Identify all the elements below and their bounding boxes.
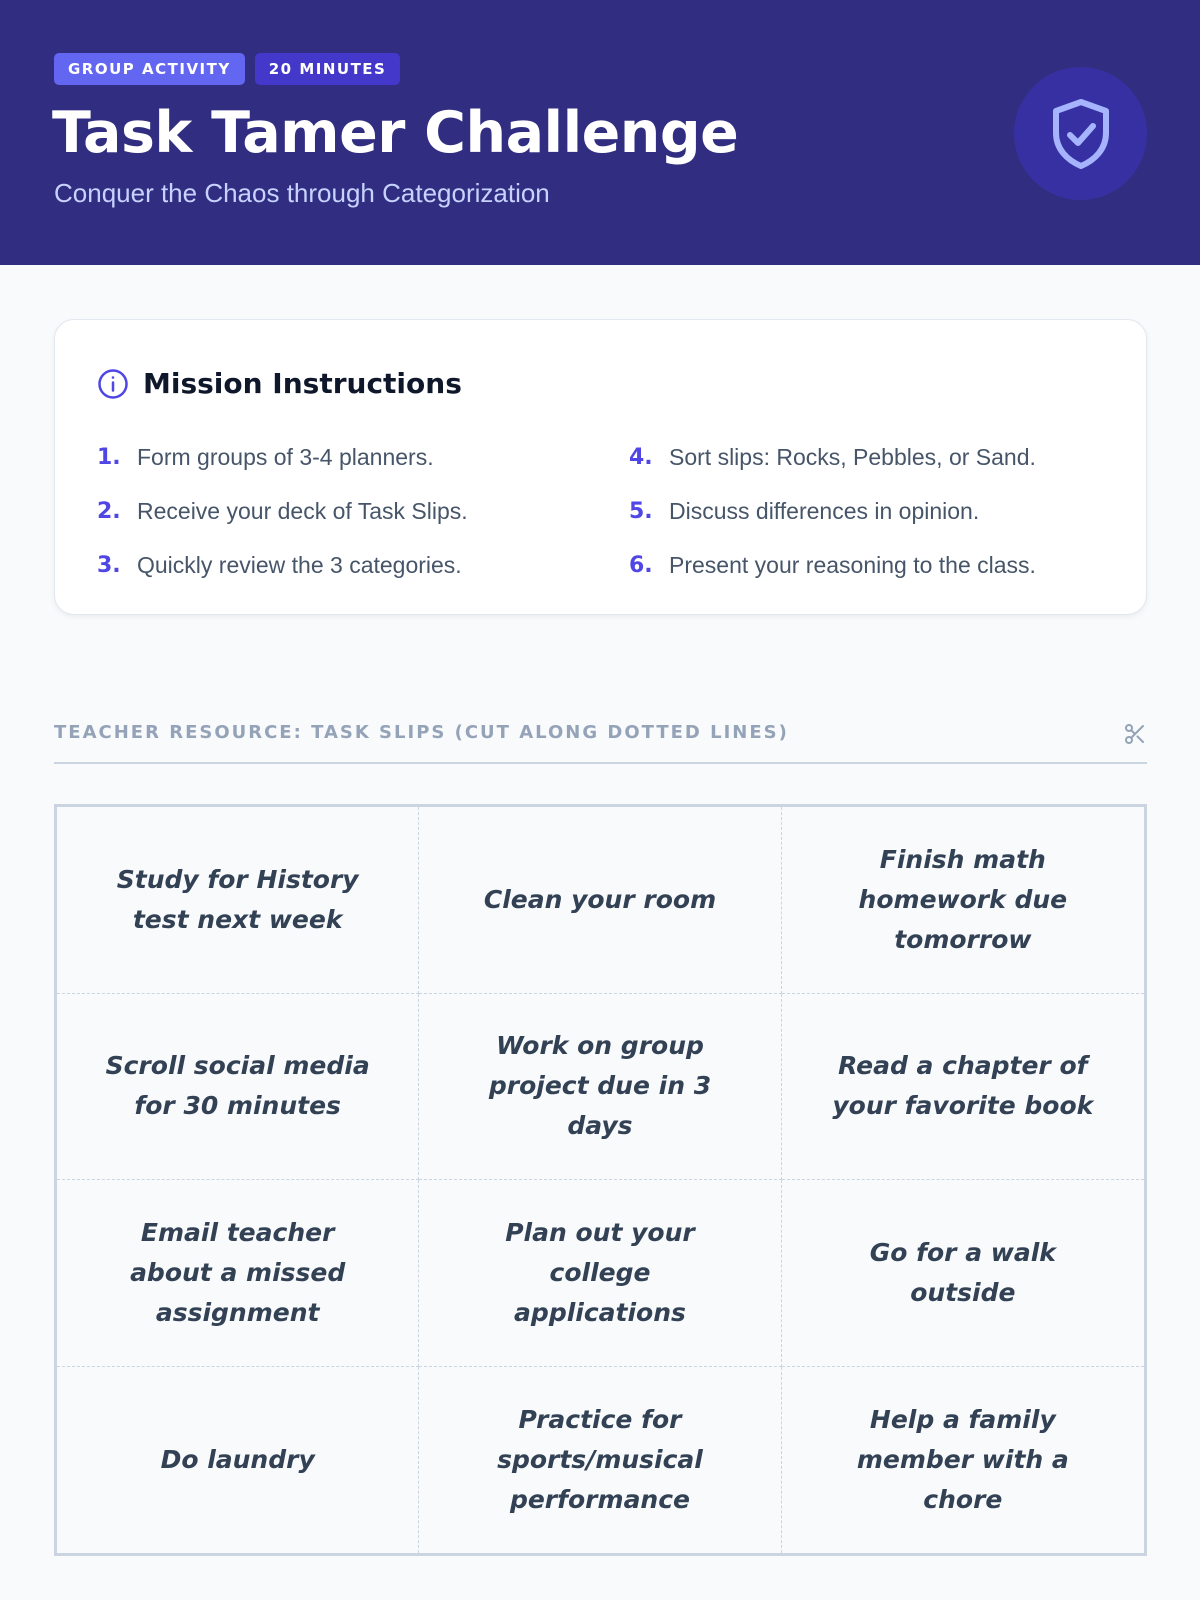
task-slip: Go for a walk outside: [782, 1180, 1144, 1367]
hero-banner: [0, 0, 1200, 265]
mission-instructions-card: [54, 319, 1147, 615]
instruction-step: [97, 538, 468, 592]
teacher-resource-header: [54, 712, 1147, 764]
task-slip: Help a family member with a chore: [856, 1404, 1069, 1514]
shield-check-icon: [1049, 97, 1113, 171]
steps-column-left: [97, 430, 468, 592]
step-number: 2.: [97, 498, 121, 524]
card-title: Mission Instructions: [143, 367, 462, 400]
info-icon: [97, 368, 129, 400]
duration-badge: 20 MINUTES: [255, 53, 401, 85]
task-slip: Work on group project due in 3 days: [419, 994, 781, 1181]
step-text: Discuss differences in opinion.: [669, 497, 980, 524]
step-number: 4.: [629, 444, 653, 470]
instruction-step: [629, 430, 1036, 484]
section-label: TEACHER RESOURCE: TASK SLIPS (CUT ALONG DOTTED LINES): [54, 722, 789, 743]
scissors-icon: [1123, 722, 1147, 746]
page-subtitle: Conquer the Chaos through Categorization: [54, 178, 550, 208]
task-slip: Finish math homework due tomorrow: [782, 807, 1144, 994]
instruction-step: [97, 484, 468, 538]
step-text: Form groups of 3-4 planners.: [137, 443, 434, 470]
card-header: [97, 366, 462, 402]
instruction-step: [629, 538, 1036, 592]
task-slip: Email teacher about a missed assignment: [57, 1180, 419, 1367]
step-text: Quickly review the 3 categories.: [137, 551, 462, 578]
instruction-step: [629, 484, 1036, 538]
step-number: 1.: [97, 444, 121, 470]
shield-badge: [1014, 67, 1147, 200]
instruction-step: [97, 430, 468, 484]
step-number: 6.: [629, 552, 653, 578]
steps-column-right: [629, 430, 1036, 592]
task-slip: Read a chapter of your favorite book: [782, 994, 1144, 1181]
task-slip: Do laundry: [57, 1367, 419, 1554]
task-slips-grid: [54, 804, 1147, 1556]
step-number: 5.: [629, 498, 653, 524]
activity-type-badge: GROUP ACTIVITY: [54, 53, 245, 85]
step-number: 3.: [97, 552, 121, 578]
task-slip: Clean your room: [419, 807, 781, 994]
badge-group: [54, 53, 400, 85]
step-text: Present your reasoning to the class.: [669, 551, 1036, 578]
step-text: Sort slips: Rocks, Pebbles, or Sand.: [669, 443, 1036, 470]
task-slip: Plan out your college applications: [419, 1180, 781, 1367]
task-slip: Practice for sports/musical performance: [419, 1367, 781, 1554]
task-slip: Scroll social media for 30 minutes: [57, 994, 419, 1181]
step-text: Receive your deck of Task Slips.: [137, 497, 468, 524]
task-slip: Study for History test next week: [57, 807, 419, 994]
page-title: Task Tamer Challenge: [52, 100, 739, 166]
